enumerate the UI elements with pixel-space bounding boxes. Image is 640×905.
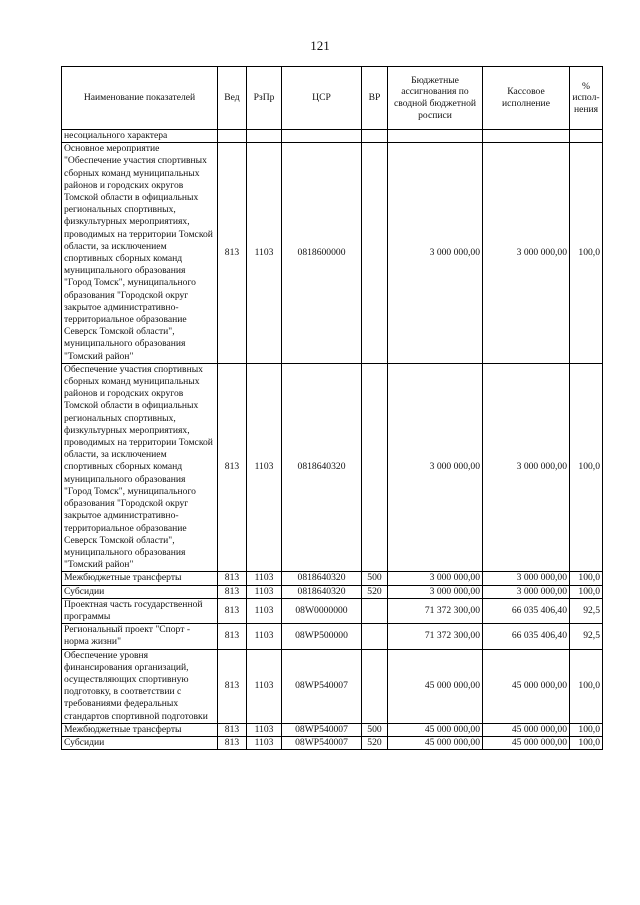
cell-ved: 813	[218, 624, 247, 649]
table-row	[62, 143, 603, 364]
cell-budget: 3 000 000,00	[388, 572, 483, 585]
table-row	[62, 598, 603, 623]
cell-budget: 3 000 000,00	[388, 143, 483, 364]
cell-budget: 71 372 300,00	[388, 598, 483, 623]
cell-name: Обеспечение уровня финансирования организаций, осуществляющих спортивную подготовку, в соответствии с требованиями федеральных стандартов спортивной подготовки	[62, 649, 218, 723]
page-number: 121	[310, 38, 330, 53]
cell-ved: 813	[218, 143, 247, 364]
cell-csr	[282, 130, 362, 143]
cell-name: Основное мероприятие "Обеспечение участия спортивных сборных команд муниципальных районов и городских округов Томской области в официальных региональных спортивных, физкультурных мероприятиях, проводимых на территории Томской области, за исключением спортивных сборных команд муниципального образования "Город Томск", муниципального образования "Городской округ закрытое административно-территориальное образование Северск Томской области", муниципального образования "Томский район"	[62, 143, 218, 364]
cell-budget: 71 372 300,00	[388, 624, 483, 649]
cell-ved: 813	[218, 649, 247, 723]
cell-rzpr	[247, 130, 282, 143]
cell-budget	[388, 130, 483, 143]
cell-name: Субсидии	[62, 736, 218, 749]
cell-csr: 08WP500000	[282, 624, 362, 649]
cell-percent: 100,0	[570, 723, 603, 736]
table-row	[62, 585, 603, 598]
cell-rzpr: 1103	[247, 572, 282, 585]
cell-vr	[362, 624, 388, 649]
cell-vr	[362, 363, 388, 571]
cell-rzpr: 1103	[247, 736, 282, 749]
cell-vr	[362, 130, 388, 143]
cell-percent	[570, 130, 603, 143]
cell-csr: 08WP540007	[282, 649, 362, 723]
cell-cash: 66 035 406,40	[483, 598, 570, 623]
cell-csr: 0818640320	[282, 572, 362, 585]
cell-vr: 520	[362, 585, 388, 598]
cell-rzpr: 1103	[247, 598, 282, 623]
cell-name: Проектная часть государственной программы	[62, 598, 218, 623]
table-row	[62, 736, 603, 749]
cell-csr: 08WP540007	[282, 723, 362, 736]
cell-rzpr: 1103	[247, 649, 282, 723]
cell-percent: 92,5	[570, 598, 603, 623]
cell-name: Межбюджетные трансферты	[62, 723, 218, 736]
cell-ved: 813	[218, 363, 247, 571]
cell-cash: 66 035 406,40	[483, 624, 570, 649]
cell-cash	[483, 130, 570, 143]
table-row	[62, 363, 603, 571]
cell-vr	[362, 649, 388, 723]
cell-vr: 500	[362, 723, 388, 736]
cell-percent: 100,0	[570, 649, 603, 723]
cell-vr: 500	[362, 572, 388, 585]
cell-vr: 520	[362, 736, 388, 749]
cell-percent: 100,0	[570, 736, 603, 749]
cell-budget: 45 000 000,00	[388, 736, 483, 749]
cell-ved: 813	[218, 598, 247, 623]
header-ved: Вед	[218, 67, 247, 130]
cell-ved: 813	[218, 585, 247, 598]
cell-csr: 08W0000000	[282, 598, 362, 623]
cell-budget: 45 000 000,00	[388, 723, 483, 736]
cell-percent: 100,0	[570, 143, 603, 364]
cell-vr	[362, 143, 388, 364]
table-row	[62, 572, 603, 585]
cell-budget: 3 000 000,00	[388, 363, 483, 571]
cell-ved: 813	[218, 736, 247, 749]
header-rzpr: РзПр	[247, 67, 282, 130]
cell-cash: 45 000 000,00	[483, 723, 570, 736]
cell-csr: 08WP540007	[282, 736, 362, 749]
cell-ved	[218, 130, 247, 143]
cell-name: Межбюджетные трансферты	[62, 572, 218, 585]
cell-budget: 45 000 000,00	[388, 649, 483, 723]
cell-rzpr: 1103	[247, 363, 282, 571]
cell-cash: 3 000 000,00	[483, 143, 570, 364]
cell-name: Субсидии	[62, 585, 218, 598]
cell-rzpr: 1103	[247, 585, 282, 598]
header-vr: ВР	[362, 67, 388, 130]
table-row	[62, 624, 603, 649]
cell-cash: 3 000 000,00	[483, 585, 570, 598]
header-csr: ЦСР	[282, 67, 362, 130]
cell-cash: 3 000 000,00	[483, 572, 570, 585]
budget-execution-table	[61, 66, 603, 750]
cell-percent: 100,0	[570, 363, 603, 571]
table-row	[62, 723, 603, 736]
cell-vr	[362, 598, 388, 623]
table-row	[62, 649, 603, 723]
cell-rzpr: 1103	[247, 624, 282, 649]
cell-csr: 0818640320	[282, 585, 362, 598]
cell-rzpr: 1103	[247, 723, 282, 736]
header-name: Наименование показателей	[62, 67, 218, 130]
cell-cash: 3 000 000,00	[483, 363, 570, 571]
cell-ved: 813	[218, 572, 247, 585]
cell-csr: 0818600000	[282, 143, 362, 364]
cell-budget: 3 000 000,00	[388, 585, 483, 598]
cell-rzpr: 1103	[247, 143, 282, 364]
cell-percent: 92,5	[570, 624, 603, 649]
header-percent: % испол-нения	[570, 67, 603, 130]
cell-name: несоциального характера	[62, 130, 218, 143]
cell-ved: 813	[218, 723, 247, 736]
cell-csr: 0818640320	[282, 363, 362, 571]
cell-name: Региональный проект "Спорт - норма жизни"	[62, 624, 218, 649]
cell-cash: 45 000 000,00	[483, 736, 570, 749]
header-cash: Кассовое исполнение	[483, 67, 570, 130]
cell-cash: 45 000 000,00	[483, 649, 570, 723]
header-budget: Бюджетные ассигнования по сводной бюджетной росписи	[388, 67, 483, 130]
table-header-row	[62, 67, 603, 130]
table-row	[62, 130, 603, 143]
cell-percent: 100,0	[570, 585, 603, 598]
cell-name: Обеспечение участия спортивных сборных команд муниципальных районов и городских округов Томской области в официальных региональных спортивных, физкультурных мероприятиях, проводимых на территории Томской области, за исключением спортивных сборных команд муниципального образования "Город Томск", муниципального образования "Городской округ закрытое административно-территориальное образование Северск Томской области", муниципального образования "Томский район"	[62, 363, 218, 571]
cell-percent: 100,0	[570, 572, 603, 585]
